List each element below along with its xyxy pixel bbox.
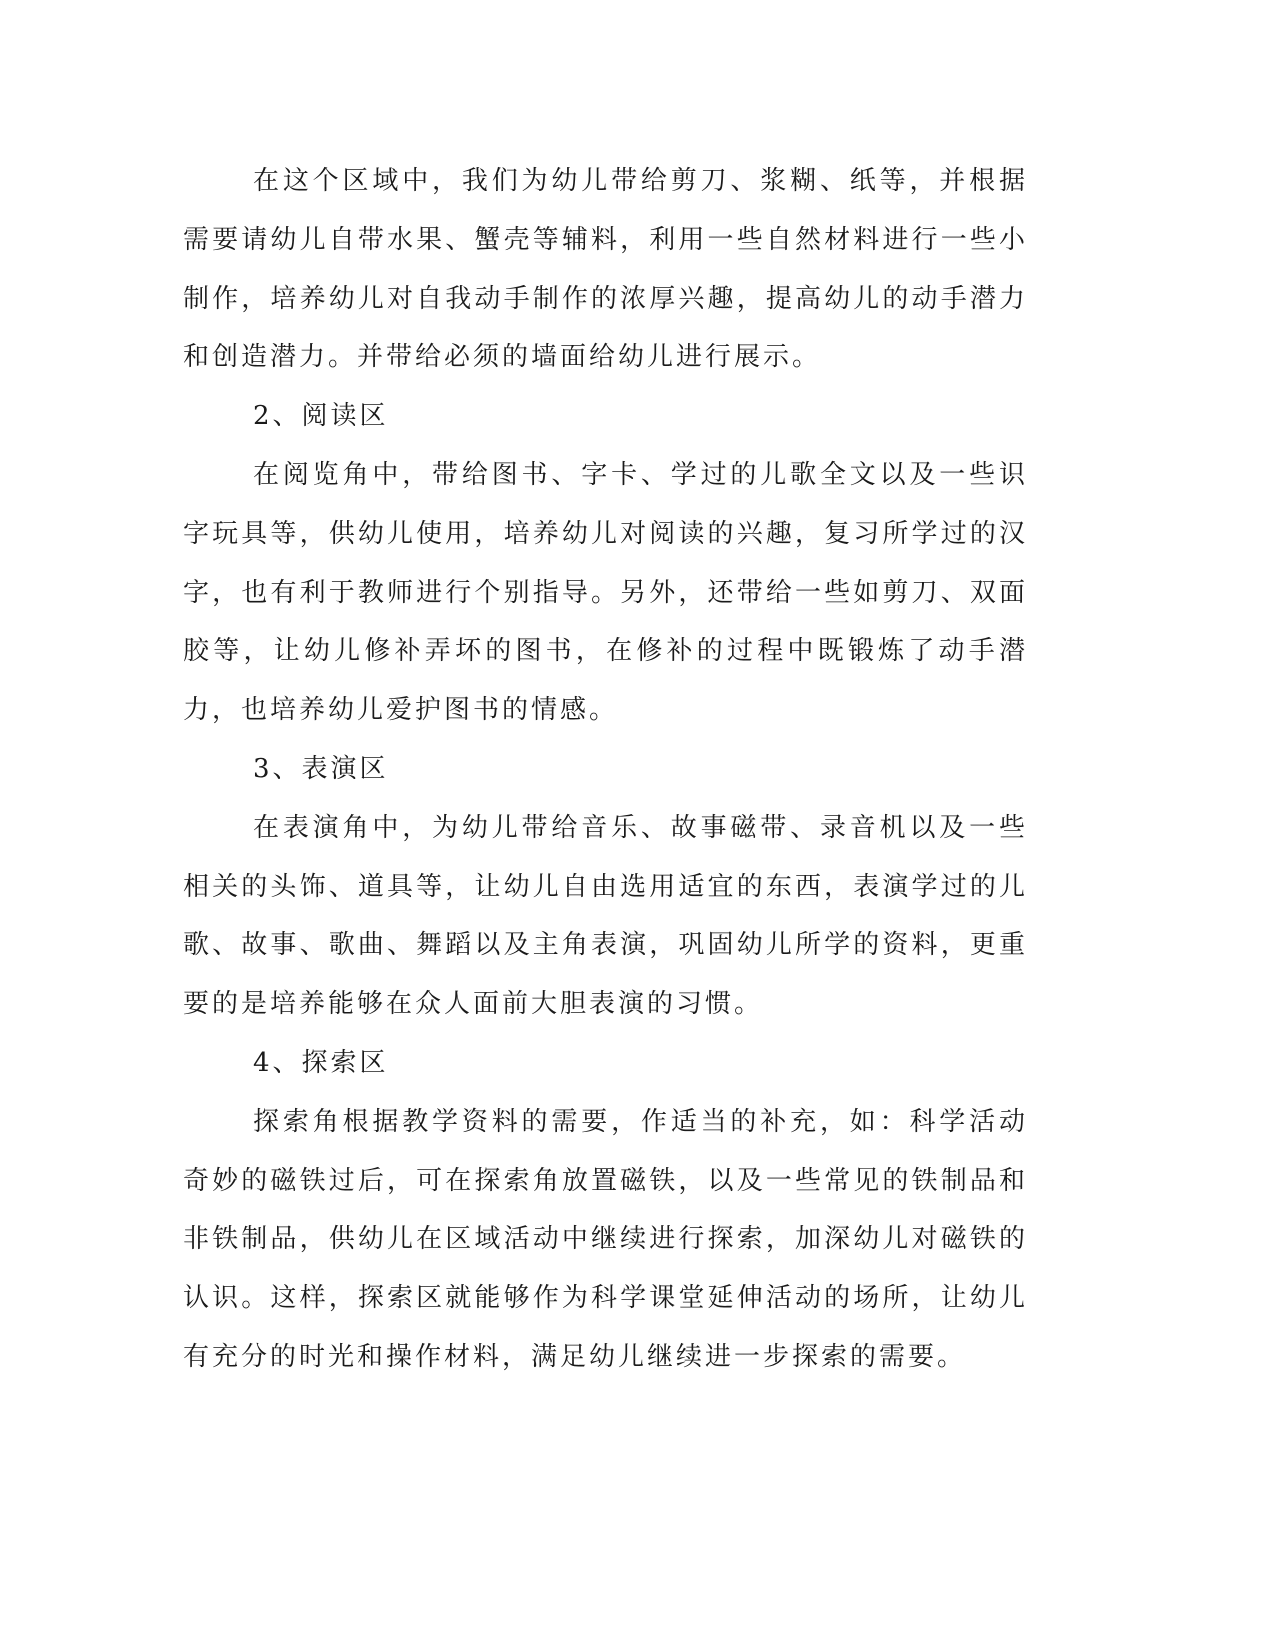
section-heading-reading-area: 2、阅读区 (253, 401, 389, 432)
section-heading-exploration-area: 4、探索区 (253, 1047, 389, 1078)
paragraph-reading-area: 在阅览角中，带给图书、字卡、学过的儿歌全文以及一些识字玩具等，供幼儿使用，培养幼儿对阅读的兴趣，复习所学过的汉字，也有利于教师进行个别指导。另外，还带给一些如剪刀、双面胶等，让幼儿修补弄坏的图书，在修补的过程中既锻炼了动手潜力，也培养幼儿爱护图书的情感。 (183, 459, 1028, 726)
section-heading-performance-area: 3、表演区 (253, 753, 389, 784)
paragraph-craft-area: 在这个区域中，我们为幼儿带给剪刀、浆糊、纸等，并根据需要请幼儿自带水果、蟹壳等辅料，利用一些自然材料进行一些小制作，培养幼儿对自我动手制作的浓厚兴趣，提高幼儿的动手潜力和创造潜力。并带给必须的墙面给幼儿进行展示。 (183, 166, 1028, 373)
paragraph-performance-area: 在表演角中，为幼儿带给音乐、故事磁带、录音机以及一些相关的头饰、道具等，让幼儿自由选用适宜的东西，表演学过的儿歌、故事、歌曲、舞蹈以及主角表演，巩固幼儿所学的资料，更重要的是培养能够在众人面前大胆表演的习惯。 (183, 812, 1028, 1020)
paragraph-exploration-area: 探索角根据教学资料的需要，作适当的补充，如：科学活动奇妙的磁铁过后，可在探索角放置磁铁，以及一些常见的铁制品和非铁制品，供幼儿在区域活动中继续进行探索，加深幼儿对磁铁的认识。这样，探索区就能够作为科学课堂延伸活动的场所，让幼儿有充分的时光和操作材料，满足幼儿继续进一步探索的需要。 (183, 1106, 1028, 1372)
document-body (183, 152, 1028, 1387)
